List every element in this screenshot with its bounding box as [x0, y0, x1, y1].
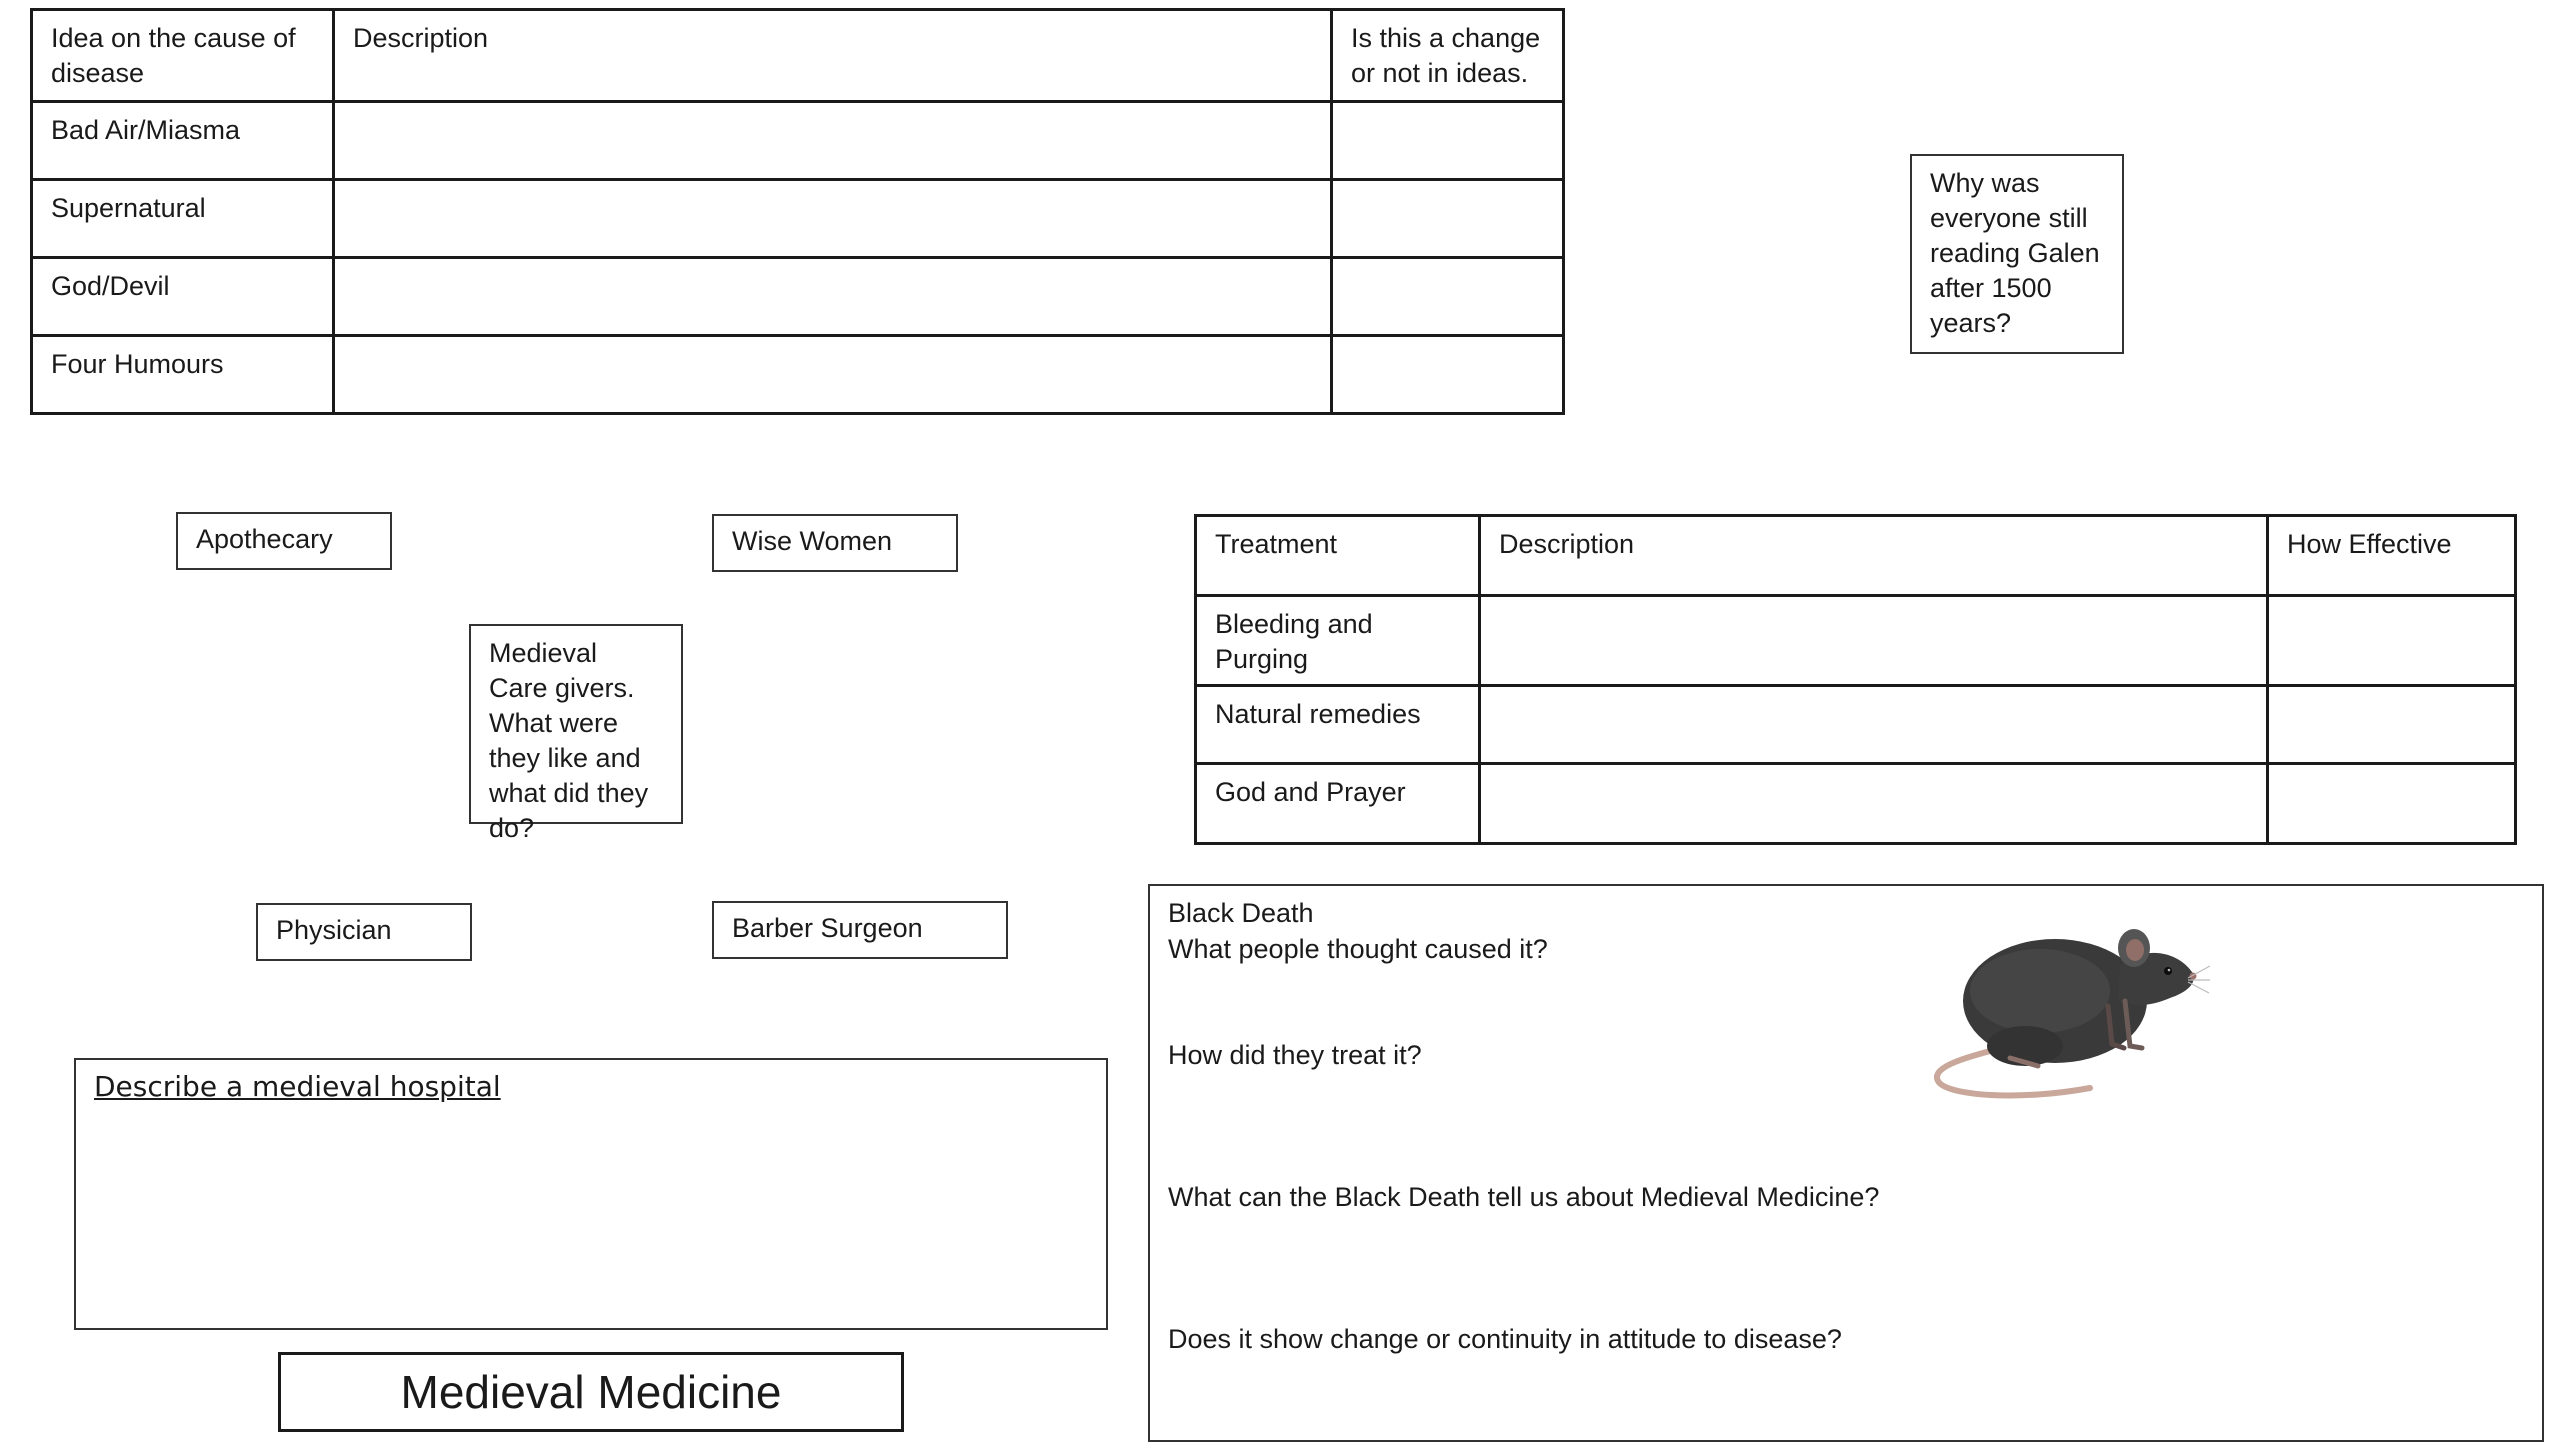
table-row: [1196, 596, 2516, 686]
page-title: [278, 1352, 904, 1432]
table-row: [32, 258, 1564, 336]
treatment-effective-cell[interactable]: [2268, 686, 2516, 764]
cause-change-cell[interactable]: [1332, 258, 1564, 336]
table-row: [32, 102, 1564, 180]
wise-women-label: Wise Women: [732, 526, 893, 556]
treatment-table: [1194, 514, 2517, 845]
barber-surgeon-box: [712, 901, 1008, 959]
treatment-name: Natural remedies: [1196, 686, 1480, 764]
black-death-question-continuity: Does it show change or continuity in attitude to disease?: [1168, 1324, 1842, 1354]
treatment-effective-cell[interactable]: [2268, 596, 2516, 686]
physician-box: [256, 903, 472, 961]
apothecary-box: [176, 512, 392, 570]
galen-question-box: [1910, 154, 2124, 354]
cause-description-cell[interactable]: [334, 258, 1332, 336]
treatment-header-row: [1196, 516, 2516, 596]
table-row: [1196, 764, 2516, 844]
treatment-effective-cell[interactable]: [2268, 764, 2516, 844]
causes-table: [30, 8, 1565, 415]
cause-description-cell[interactable]: [334, 102, 1332, 180]
hospital-heading: Describe a medieval hospital: [94, 1070, 501, 1103]
cause-description-cell[interactable]: [334, 336, 1332, 414]
barber-surgeon-label: Barber Surgeon: [732, 913, 923, 943]
black-death-box: [1148, 884, 2544, 1442]
wise-women-box: [712, 514, 958, 572]
causes-header-change: Is this a change or not in ideas.: [1332, 10, 1564, 102]
cause-change-cell[interactable]: [1332, 102, 1564, 180]
black-death-title: Black Death: [1168, 898, 1314, 928]
table-row: [32, 180, 1564, 258]
galen-question-text: Why was everyone still reading Galen after 1500 years?: [1930, 168, 2100, 338]
treatment-name: God and Prayer: [1196, 764, 1480, 844]
page-title-text: Medieval Medicine: [400, 1366, 782, 1418]
table-row: [32, 336, 1564, 414]
treatment-description-cell[interactable]: [1480, 686, 2268, 764]
apothecary-label: Apothecary: [196, 524, 333, 554]
cause-idea: Bad Air/Miasma: [32, 102, 334, 180]
cause-change-cell[interactable]: [1332, 180, 1564, 258]
rat-image: [1930, 896, 2210, 1106]
care-givers-question-text: Medieval Care givers. What were they like and what did they do?: [489, 638, 649, 843]
causes-header-idea: Idea on the cause of disease: [32, 10, 334, 102]
black-death-question-treat: How did they treat it?: [1168, 1040, 1422, 1070]
treatment-header-treatment: Treatment: [1196, 516, 1480, 596]
physician-label: Physician: [276, 915, 392, 945]
black-death-question-medicine: What can the Black Death tell us about Medieval Medicine?: [1168, 1182, 1880, 1212]
treatment-name: Bleeding and Purging: [1196, 596, 1480, 686]
cause-idea: Four Humours: [32, 336, 334, 414]
cause-change-cell[interactable]: [1332, 336, 1564, 414]
treatment-description-cell[interactable]: [1480, 596, 2268, 686]
hospital-box: [74, 1058, 1108, 1330]
care-givers-question-box: [469, 624, 683, 843]
black-death-question-cause: What people thought caused it?: [1168, 934, 1548, 964]
causes-header-description: Description: [334, 10, 1332, 102]
treatment-header-effective: How Effective: [2268, 516, 2516, 596]
causes-header-row: [32, 10, 1564, 102]
cause-idea: God/Devil: [32, 258, 334, 336]
cause-description-cell[interactable]: [334, 180, 1332, 258]
treatment-description-cell[interactable]: [1480, 764, 2268, 844]
cause-idea: Supernatural: [32, 180, 334, 258]
table-row: [1196, 686, 2516, 764]
treatment-header-description: Description: [1480, 516, 2268, 596]
